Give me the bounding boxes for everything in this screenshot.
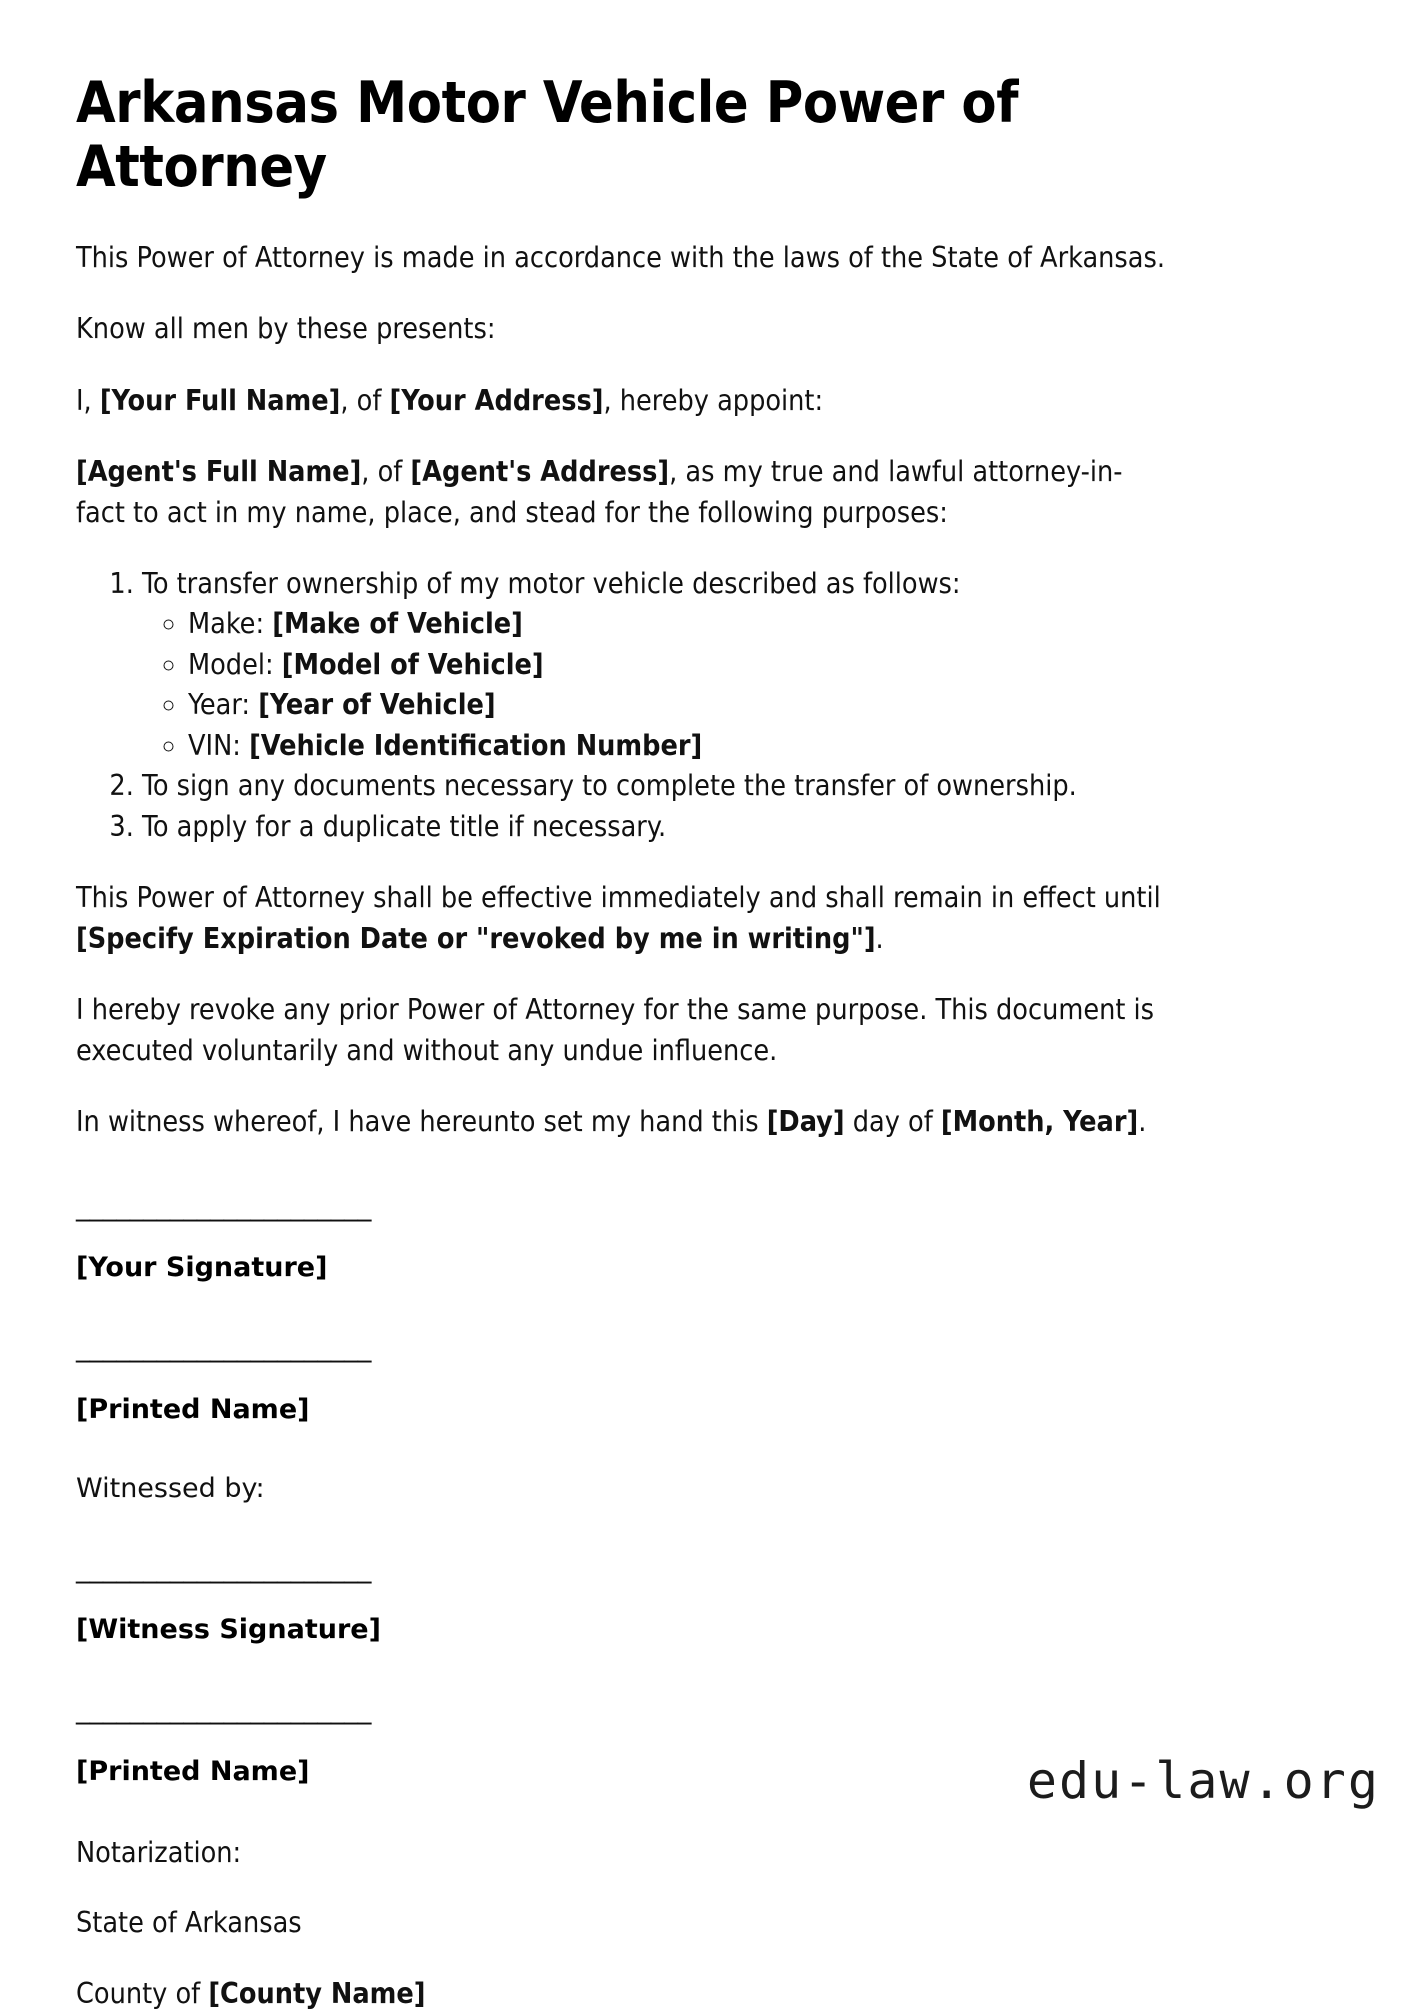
vehicle-make-label: Make: bbox=[188, 607, 273, 641]
agent-address-placeholder: [Agent's Address] bbox=[410, 455, 670, 489]
agent-paragraph bbox=[76, 452, 1166, 533]
notarization-county bbox=[76, 1974, 1166, 2014]
printed-name-label-2: [Printed Name] bbox=[76, 1755, 310, 1787]
know-all-men-paragraph: Know all men by these presents: bbox=[76, 312, 496, 346]
effectiveness-suffix: . bbox=[875, 921, 884, 955]
vehicle-model-value: [Model of Vehicle] bbox=[281, 647, 544, 681]
list-item-vehicle-year bbox=[188, 685, 1166, 725]
vehicle-vin-label: VIN: bbox=[188, 728, 250, 762]
signature-rule-printed-name-1: ______________________ bbox=[76, 1330, 371, 1364]
list-item-purpose-1 bbox=[142, 564, 1166, 766]
principal-paragraph bbox=[76, 381, 1166, 421]
witness-whereof-paragraph bbox=[76, 1102, 1166, 1142]
list-item-vehicle-vin bbox=[188, 726, 1166, 766]
list-item-vehicle-model bbox=[188, 645, 1166, 685]
witness-whereof-suffix: . bbox=[1138, 1105, 1147, 1139]
agent-suffix: , as my true and lawful attorney-in-fact to act in my name, place, and stead for the following purposes: bbox=[76, 455, 1123, 529]
notarization-state: State of Arkansas bbox=[76, 1906, 302, 1940]
expiration-placeholder: [Specify Expiration Date or "revoked by me in writing"] bbox=[76, 921, 876, 955]
signature-rule-witness-signature: ______________________ bbox=[76, 1550, 371, 1584]
witness-whereof-middle: day of bbox=[844, 1105, 941, 1139]
witness-signature-label: [Witness Signature] bbox=[76, 1614, 381, 1646]
day-placeholder: [Day] bbox=[766, 1105, 845, 1139]
spacer bbox=[76, 1174, 1166, 1188]
county-prefix: County of bbox=[76, 1976, 209, 2010]
agent-middle: , of bbox=[361, 455, 411, 489]
principal-suffix: , hereby appoint: bbox=[603, 383, 824, 417]
list-item-vehicle-make bbox=[188, 604, 1166, 644]
vehicle-make-value: [Make of Vehicle] bbox=[272, 607, 523, 641]
signature-rule-printed-name-2: ______________________ bbox=[76, 1692, 371, 1726]
notarization-heading: Notarization: bbox=[76, 1835, 242, 1869]
agent-name-placeholder: [Agent's Full Name] bbox=[76, 455, 362, 489]
signature-rule-your-signature: ______________________ bbox=[76, 1188, 371, 1222]
vehicle-vin-value: [Vehicle Identification Number] bbox=[249, 728, 703, 762]
revocation-paragraph: I hereby revoke any prior Power of Attorney for the same purpose. This document is executed voluntarily and without any undue influence. bbox=[76, 993, 1155, 1067]
effectiveness-text: This Power of Attorney shall be effective immediately and shall remain in effect until bbox=[76, 881, 1161, 915]
principal-prefix: I, bbox=[76, 383, 100, 417]
intro-paragraph: This Power of Attorney is made in accordance with the laws of the State of Arkansas. bbox=[76, 240, 1165, 274]
page-title: Arkansas Motor Vehicle Power of Attorney bbox=[76, 70, 1019, 200]
effectiveness-paragraph bbox=[76, 878, 1166, 959]
vehicle-details-list bbox=[142, 604, 1166, 766]
witness-whereof-prefix: In witness whereof, I have hereunto set my hand this bbox=[76, 1105, 767, 1139]
vehicle-year-value: [Year of Vehicle] bbox=[258, 688, 496, 722]
your-signature-label: [Your Signature] bbox=[76, 1252, 328, 1284]
list-item-purpose-3: 3. To apply for a duplicate title if necessary. bbox=[142, 807, 1166, 847]
vehicle-year-label: Year: bbox=[188, 688, 259, 722]
list-item-purpose-2: 2. To sign any documents necessary to complete the transfer of ownership. bbox=[142, 766, 1166, 806]
document-body bbox=[76, 72, 1166, 2014]
month-year-placeholder: [Month, Year] bbox=[940, 1105, 1139, 1139]
county-placeholder: [County Name] bbox=[208, 1976, 426, 2010]
purposes-list bbox=[76, 564, 1166, 847]
vehicle-model-label: Model: bbox=[188, 647, 282, 681]
principal-address-placeholder: [Your Address] bbox=[389, 383, 604, 417]
printed-name-label-1: [Printed Name] bbox=[76, 1393, 310, 1425]
witnessed-by-label: Witnessed by: bbox=[76, 1472, 265, 1504]
site-watermark: edu-law.org bbox=[1026, 1752, 1380, 1810]
purpose-1-text: To transfer ownership of my motor vehicle described as follows: bbox=[142, 567, 961, 600]
principal-middle: , of bbox=[340, 383, 390, 417]
principal-name-placeholder: [Your Full Name] bbox=[99, 383, 341, 417]
